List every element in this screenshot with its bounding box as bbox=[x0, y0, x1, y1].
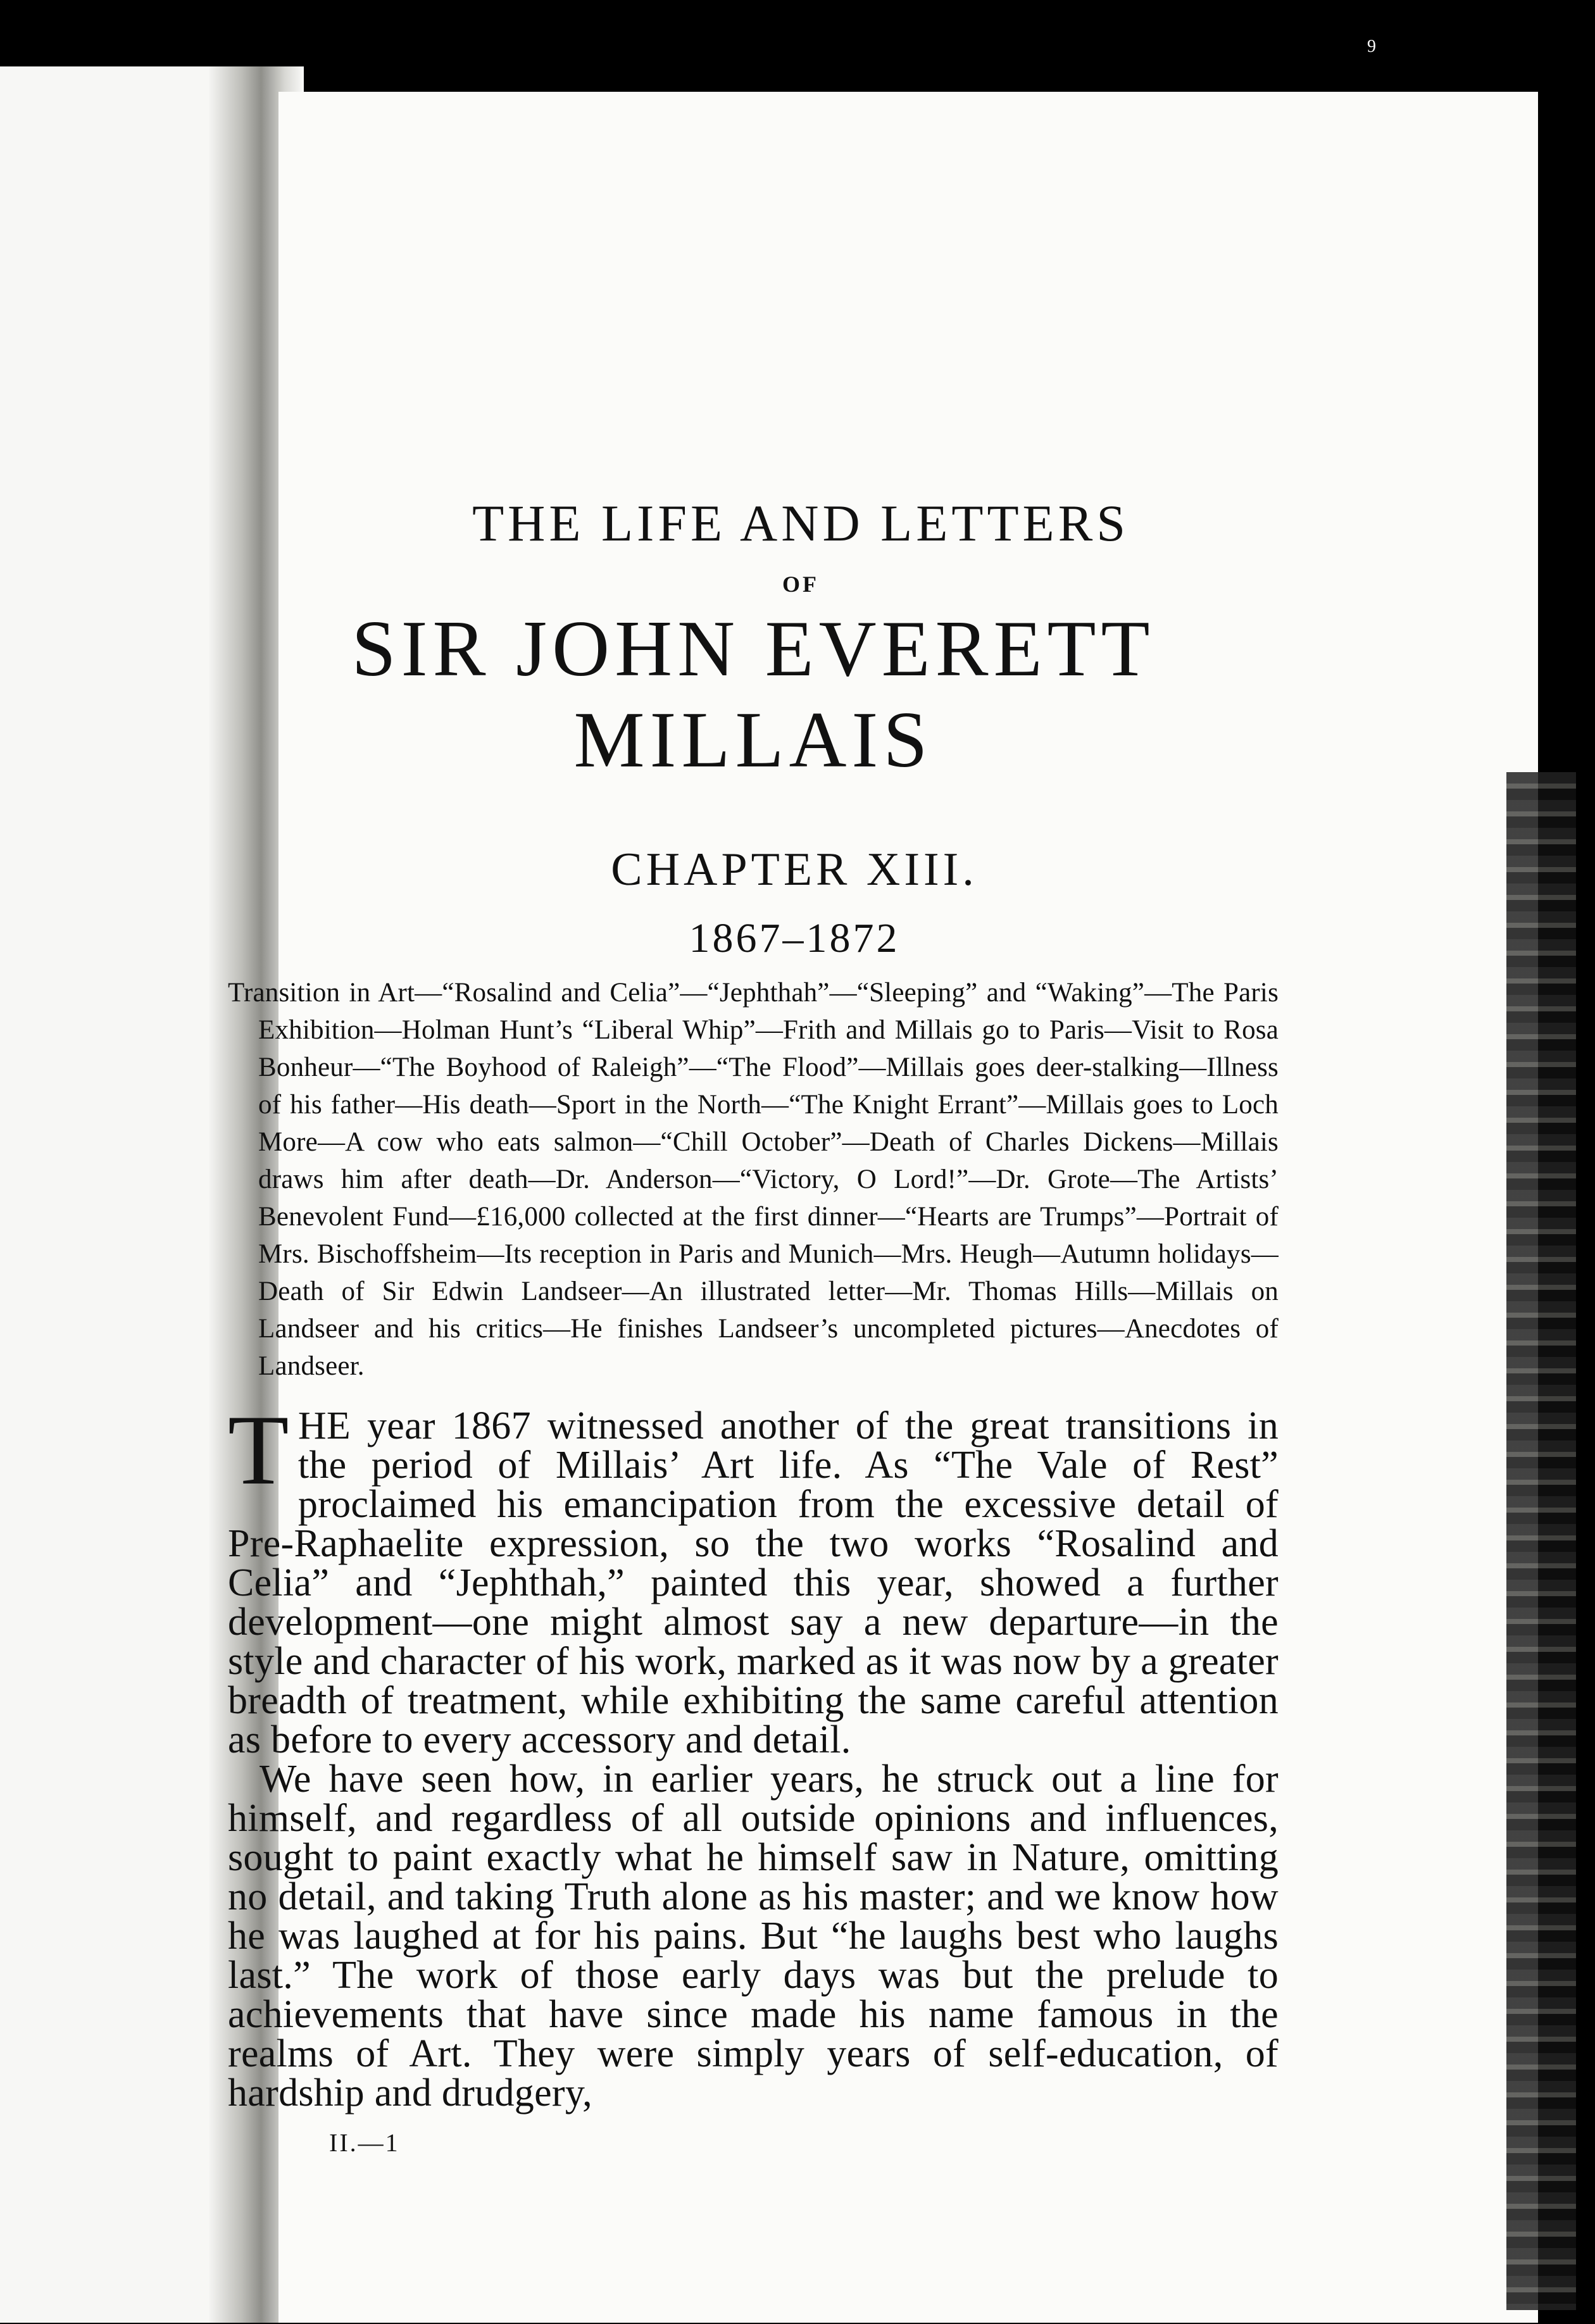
signature-mark: II.—1 bbox=[329, 2128, 400, 2157]
book-title-line2: SIR JOHN EVERETT MILLAIS bbox=[351, 605, 1155, 784]
chapter-synopsis: Transition in Art—“Rosalind and Celia”—“Jephthah”—“Sleeping” and “Waking”—The Paris Exhibition—Holman Hunt’s “Liberal Whip”—Frith and Millais go to Paris—Visit to Rosa Bonheur—“The Boyhood of Raleigh”—“The Flood”—Millais goes deer-stalking—Illness of his father—His death—Sport in the North—“The Knight Errant”—Millais goes to Loch More—A cow who eats salmon—“Chill October”—Death of Charles Dickens—Millais draws him after death—Dr. Anderson—“Victory, O Lord!”—Dr. Grote—The Artists’ Benevolent Fund—£16,000 collected at the first dinner—“Hearts are Trumps”—Portrait of Mrs. Bischoffsheim—Its reception in Paris and Munich—Mrs. Heugh—Autumn holidays—Death of Sir Edwin Landseer—An illustrated letter—Mr. Thomas Hills—Millais on Landseer and his critics—He finishes Landseer’s uncompleted pictures—Anecdotes of Landseer. bbox=[228, 978, 1279, 1381]
page-edge bbox=[1506, 772, 1576, 2310]
corner-mark: 9 bbox=[1367, 37, 1376, 56]
page-content bbox=[228, 494, 1279, 2158]
book-title-of: OF bbox=[782, 572, 819, 597]
paragraph-1-text: HE year 1867 witnessed another of the great transitions in the period of Millais’ Art life. As “The Vale of Rest” proclaimed his emancipation from the excessive detail of Pre-Raphaelite expression, so the two works “Rosalind and Celia” and “Jephthah,” painted this year, showed a further development—one might almost say a new departure—in the style and character of his work, marked as it was now by a greater breadth of treatment, while exhibiting the same careful attention as before to every accessory and detail. bbox=[228, 1404, 1279, 1761]
drop-cap: T bbox=[228, 1395, 289, 1506]
facing-page bbox=[0, 66, 215, 2323]
paragraph-1 bbox=[228, 1395, 1279, 1761]
chapter-heading: CHAPTER XIII. bbox=[611, 844, 978, 896]
chapter-years: 1867–1872 bbox=[689, 915, 900, 961]
paragraph-2: We have seen how, in earlier years, he struck out a line for himself, and regardless of all outside opinions and influences, sought to paint exactly what he himself saw in Nature, omitting no detail, and taking Truth alone as his master; and we know how he was laughed at for his pains. But “he laughs best who laughs last.” The work of those early days was but the prelude to achievements that have since made his name famous in the realms of Art. They were simply years of self-education, of hardship and drudgery, bbox=[228, 1758, 1279, 2115]
book-title-line1: THE LIFE AND LETTERS bbox=[472, 494, 1129, 552]
